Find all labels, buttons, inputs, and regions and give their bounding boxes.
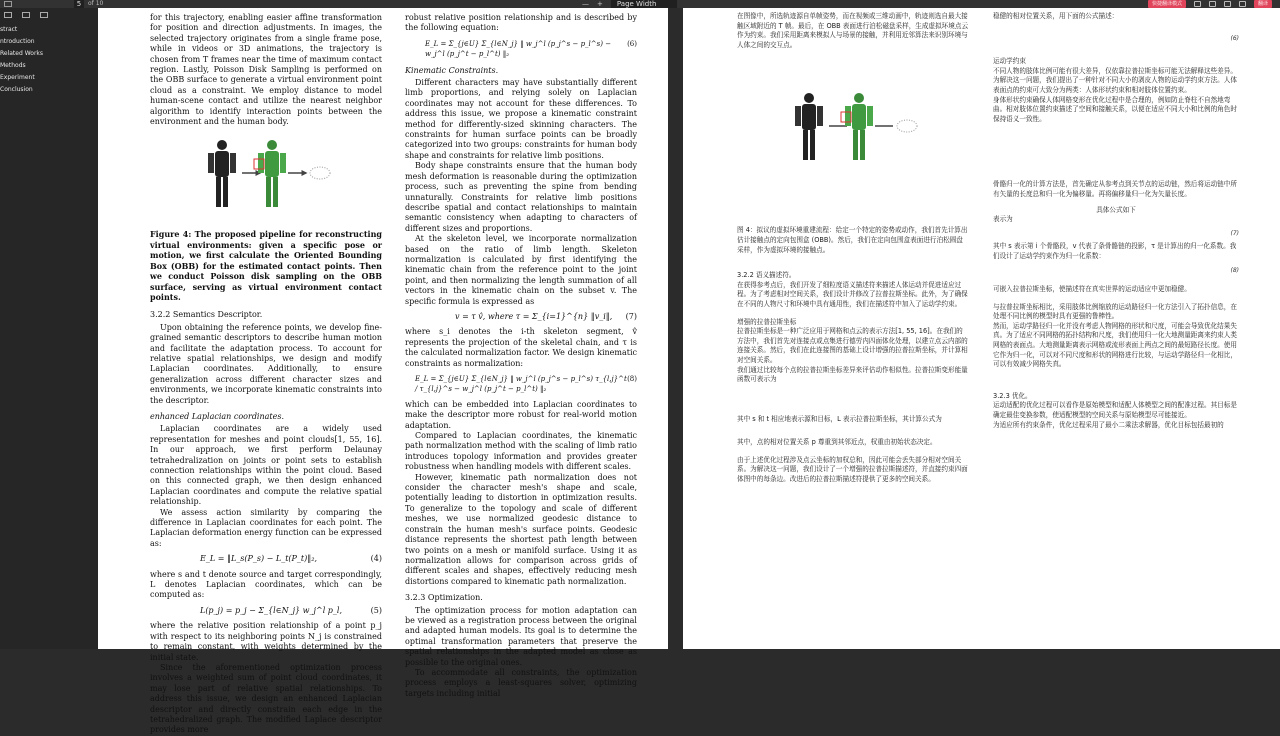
- paragraph: Since the aforementioned optimization process involves a weighted sum of point cloud coordinates, it may lose part of relative spatial relationships. To address this issue, we design an enhanced Laplacian descriptor and directly constrain each edge in the tetrahedralized graph. The modified Laplace descriptor provides more: [150, 662, 382, 735]
- toolbar-right-group: [1148, 0, 1272, 8]
- paragraph: robust relative position relationship and is described by the following equation:: [405, 13, 637, 33]
- paragraph: 其中 s 表示第 i 个骨骼段，v 代表了条骨骼链的投影，τ 是计算出的归一化系数。我们设计了运动学约束作为归一化系数：: [993, 242, 1237, 260]
- zh-pipeline-figure: [737, 90, 969, 190]
- paragraph: 稳健的相对位置关系，用下面的公式描述：: [993, 12, 1119, 20]
- more-icon[interactable]: [1239, 1, 1246, 7]
- sidebar-tabs: [0, 8, 98, 22]
- paragraph: At the skeleton level, we incorporate normalization based on the ratio of limb length. Skeleton normalization is calculated by first identifying the kinematic chain from the reference point to the joint point, and then normalizing the length summation of all vectors in the kinematic chain on the subset v. The specific formula is expressed as: [405, 234, 637, 306]
- paragraph: The optimization process for motion adaptation can be viewed as a registration process between the original and adapted human models. Its goal is to determine the optimal transformation parameters that preserve the spatial relationships in the adapted model as close as possible to the original ones.: [405, 605, 637, 667]
- section-heading: 3.2.3 优化。: [993, 391, 1032, 400]
- section-heading: 3.2.2 语义描述符。: [737, 271, 796, 280]
- paragraph: Compared to Laplacian coordinates, the kinematic path normalization method with the scaling of limb ratio introduces topology information and provides greater robustness when handling models with different scales.: [405, 431, 637, 472]
- outline-icon[interactable]: [22, 12, 30, 18]
- equation-8: E_L = Σ_{j∈U} Σ_{l∈N_j} ‖ w_j^l (p_j^s − p_l^s) τ_{l,j}^t / τ_{l,j}^s − w_j^l (p_j^t − p_l^t) ‖₂ (8): [415, 375, 637, 394]
- paragraph: for this trajectory, enabling easier affine transformation for position and direction adjustments. In images, the selected trajectory originates from a single frame pose, while in videos or 3D animations, the trajectory is chosen from T frames near the time of maximum contact region. Lastly, Poisson Disk Sampling is performed on the OBB surface to generate a virtual environment point cloud as a constraint. We employ distance to model human-scene contact and utilize the nearest neighbor algorithm to identify interaction points between the environment and the human body.: [150, 13, 382, 127]
- zh-pipeline-illustration: [737, 90, 969, 172]
- paragraph: 其中 s 和 t 相应地表示源和目标，L 表示拉普拉斯坐标，其计算公式为: [737, 414, 942, 423]
- print-icon[interactable]: [1209, 1, 1216, 7]
- paragraph: where the relative position relationship of a point p_j with respect to its neighboring points N_j is constrained to remain constant, with weights determined by the initial state.: [150, 621, 382, 662]
- paragraph: Upon obtaining the reference points, we develop fine-grained semantic descriptors to describe human motion and facilitate the adaptation process. To account for relative spatial relationships, we design and modify Laplacian coordinates. Additionally, to ensure generalization across different character sizes and environments, we incorporate kinematic constraints into the descriptor.: [150, 322, 382, 405]
- viewer-toolbar: [0, 0, 1280, 8]
- subsection-heading: 增强的拉普拉斯坐标: [737, 317, 797, 326]
- paragraph: Laplacian coordinates are a widely used representation for meshes and point clouds[1, 55, 16]. In our approach, we first perform Delaunay tetrahedralization on joints or point sets to establish connection relationships within the point cloud. Based on this connected graph, we then design enhanced Laplacian coordinates and compute the relative spatial relationship.: [150, 424, 382, 507]
- equation-7: v = τ v̂, where τ = Σ_{i=1}^{n} ‖v_i‖, (7): [455, 311, 637, 321]
- pdf-page-translated: [683, 8, 1280, 649]
- outline-item-abstract[interactable]: stract: [0, 26, 18, 33]
- paragraph: 拉普拉斯坐标是一种广泛应用于网格和点云的表示方法[1, 55, 16]。在我们的方法中，我们首先对连接点或点集进行德劳内四面体化处理，以建立点云内部的连接关系。然后，我们在此连接图的基础上设计增强的拉普拉斯坐标，并计算相对空间关系。: [737, 327, 968, 364]
- outline-item-methods[interactable]: Methods: [0, 62, 26, 69]
- zoom-out-button[interactable]: —: [582, 0, 589, 8]
- formula-label: 具体公式如下: [1096, 205, 1136, 214]
- zh-left-column: [737, 12, 969, 485]
- subsection-heading: enhanced Laplacian coordinates.: [150, 411, 285, 421]
- outline-item-experiment[interactable]: Experiment: [0, 74, 35, 81]
- paragraph: 不同人物的肢体比例可能有很大差异，仅依靠拉普拉斯坐标可能无法解释这些差异。为解决这一问题，我们提出了一种针对不同大小的剥皮人物的运动学约束方法。人体表面点的约束可大致分为两类：人体形状约束和相对肢体位置约束。: [993, 66, 1237, 94]
- paragraph: 在获得参考点后，我们开发了细粒度语义描述符来描述人体运动并促进适应过程。为了考虑相对空间关系，我们设计并修改了拉普拉斯坐标。此外，为了确保在不同的人物尺寸和环境中具有通用性，我们在描述符中加入了运动学约束。: [737, 280, 968, 308]
- paragraph: However, kinematic path normalization does not consider the character mesh's shape and scale, potentially leading to distortion in optimization results. To generalize to the topology and scale of different meshes, we use normalized geodesic distance to constrain the human mesh's surface points. Geodesic distance represents the shortest path length between two points on a mesh or manifold surface. Using it as normalization allows for comparison across grids of different scales and shapes, effectively reducing mesh distortions compared to kinematic path normalization.: [405, 472, 637, 586]
- toolbar-left-group: [0, 0, 12, 8]
- paragraph: 由于上述优化过程涉及点云坐标的加权总和，因此可能会丢失部分相对空间关系。为解决这一问题，我们设计了一个增强的拉普拉斯描述符，并直接约束四面体图中的每条边。改进后的拉普拉斯描述符提供了更多的空间关系。: [737, 455, 968, 484]
- paragraph: 其中，点的相对位置关系 p 尊重到其邻近点，权重由初始状态决定。: [737, 438, 937, 447]
- paragraph: where s and t denote source and target correspondingly, L denotes Laplacian coordinates, which can be computed as:: [150, 569, 382, 600]
- pipeline-illustration: [150, 137, 382, 219]
- equation-6: E_L = Σ_{j∈U} Σ_{l∈N_j} ‖ w_j^l (p_j^s − p_l^s) − w_j^l (p_j^t − p_l^t) ‖₂ (6): [425, 39, 637, 59]
- zh-equation-6: (6): [1230, 34, 1239, 42]
- outline-item-conclusion[interactable]: Conclusion: [0, 86, 33, 93]
- equation-5: L(p_j) = p_j − Σ_{l∈N_j} w_j^l p_l, (5): [200, 605, 382, 615]
- left-column: [150, 13, 382, 736]
- right-column: [405, 13, 637, 699]
- quick-translate-button[interactable]: 快捷翻译模式: [1148, 0, 1186, 8]
- layers-icon[interactable]: [40, 12, 48, 18]
- paragraph: where s_i denotes the i-th skeleton segment, v̂ represents the projection of the skeletal chain, and τ is the calculated normalization factor. We design kinematic constraints as normalization:: [405, 327, 637, 368]
- figure-caption: 图 4：拟议的虚拟环境重建流程：给定一个特定的姿势或动作，我们首先计算出估计接触点的定向包围盒 (OBB)。然后，我们在定向包围盒表面进行泊松圆盘采样，作为虚拟环境的接触点。: [737, 226, 968, 254]
- equation-4: E_L = ‖L_s(P_s) − L_t(P_t)‖₂, (4): [200, 554, 382, 564]
- paragraph: Body shape constraints ensure that the human body mesh deformation is reasonable during the optimization process, such as preventing the spine from bending unnaturally. Constraints for relative limb positions describe spatial and contact relationships to maintain semantic consistency when adapting to characters of different sizes and proportions.: [405, 161, 637, 233]
- zoom-controls: [582, 0, 677, 8]
- paragraph: 我们通过比较每个点的拉普拉斯坐标差异来评估动作相似性。拉普拉斯变形能量函数可表示为: [737, 365, 968, 384]
- subsection-heading: 运动学约束: [993, 57, 1026, 66]
- paragraph: 运动适配的优化过程可以看作是原始模型和适配人体模型之间的配准过程。其目标是确定最佳变换参数，使适配模型的空间关系与原始模型尽可能接近。: [993, 401, 1237, 420]
- figure-caption: Figure 4: The proposed pipeline for reconstructing virtual environments: given a specific pose or motion, we first calculate the Oriented Bounding Box (OBB) for the estimated contact points. Then we conduct Poisson disk sampling on the OBB surface, serving as virtual environment contact points.: [150, 229, 382, 302]
- paragraph: 身体形状约束确保人体网格变形在优化过程中是合理的，例如防止脊柱不自然地弯曲。相对肢体位置约束描述了空间和接触关系，以便在适应不同大小和比例的角色时保持语义一致性。: [993, 95, 1237, 123]
- paragraph: To accommodate all constraints, the optimization process employs a least-squares solver, optimizing targets including initial: [405, 667, 637, 698]
- human-figure: [208, 140, 236, 207]
- outline-item-related-works[interactable]: Related Works: [0, 50, 44, 57]
- translate-button[interactable]: 翻译: [1254, 0, 1272, 8]
- subsection-heading: Kinematic Constraints.: [405, 65, 499, 75]
- sidebar-toggle-icon[interactable]: [4, 1, 12, 7]
- zh-equation-8: (8): [1230, 266, 1239, 274]
- zh-equation-7: (7): [1230, 229, 1239, 237]
- paragraph: 表示为: [993, 215, 1013, 224]
- paragraph: 与拉普拉斯坐标相比，采用肢体比例缩放的运动路径归一化方法引入了拓扑信息，在处理不同比例的模型时具有更强的鲁棒性。: [993, 302, 1237, 321]
- pipeline-figure: [150, 137, 382, 219]
- zh-right-column: [993, 12, 1239, 430]
- paragraph: 在图像中，所选轨迹源自单帧姿势，而在视频或三维动画中，轨迹则选自最大接触区域附近的 T 帧。最后，在 OBB 表面进行泊松磁盘采样，生成虚拟环境点云作为约束。我们采用距离来模拟人与场景的接触，并利用近邻算法来识别环境与人体之间的交互点。: [737, 12, 969, 49]
- thumbnails-icon[interactable]: [4, 12, 12, 18]
- paragraph: 然而，运动学路径归一化并没有考虑人物网格的形状和尺度，可能会导致优化结果失真。为了适应不同网格的拓扑结构和尺度，我们使用归一化大地测量距离来约束人类网格的表面点。大地测量距离表示网格或流形表面上两点之间的最短路径长度。使用它作为归一化，可以对不同尺度和形状的网格进行比较，与运动学路径归一化相比，可以有效减少网格失真。: [993, 321, 1237, 369]
- page-total-label: of 10: [88, 0, 104, 7]
- point-cloud: [310, 167, 330, 179]
- zoom-in-button[interactable]: +: [597, 0, 603, 8]
- outline-sidebar: [0, 8, 98, 649]
- paragraph: We assess action similarity by comparing the difference in Laplacian coordinates for each point. The Laplacian deformation energy function can be expressed as:: [150, 507, 382, 548]
- zoom-select[interactable]: Page Width: [611, 0, 677, 8]
- pdf-page-original: [98, 8, 668, 735]
- section-heading: 3.2.3 Optimization.: [405, 593, 483, 603]
- section-heading: 3.2.2 Semantics Descriptor.: [150, 310, 263, 320]
- open-file-icon[interactable]: [1194, 1, 1201, 7]
- outline-item-introduction[interactable]: ntroduction: [0, 38, 35, 45]
- paragraph: which can be embedded into Laplacian coordinates to make the descriptor more robust for real-world motion adaptation.: [405, 399, 637, 430]
- paragraph: 骨骼归一化的计算方法是，首先确定从参考点到关节点的运动链，然后将运动链中所有矢量的长度总和归一化为偏移量。再将偏移量归一化为矢量长度。: [993, 180, 1237, 198]
- paragraph: Different characters may have substantially different limb proportions, and relying solely on Laplacian coordinates may not account for these differences. To address this issue, we propose a kinematic constraint method for differently-sized skinning characters. The constraints for human surface points can be broadly categorized into two groups: constraints for human body shape and constraints for relative limb positions.: [405, 78, 637, 160]
- download-icon[interactable]: [1224, 1, 1231, 7]
- paragraph: 可嵌入拉普拉斯坐标，使描述符在真实世界的运动适应中更加稳健。: [993, 285, 1191, 294]
- page-number-input[interactable]: 5: [74, 0, 84, 8]
- paragraph: 为适应所有约束条件，优化过程采用了最小二乘法求解器，优化目标包括最初的: [993, 420, 1224, 429]
- outline-list: [0, 24, 98, 96]
